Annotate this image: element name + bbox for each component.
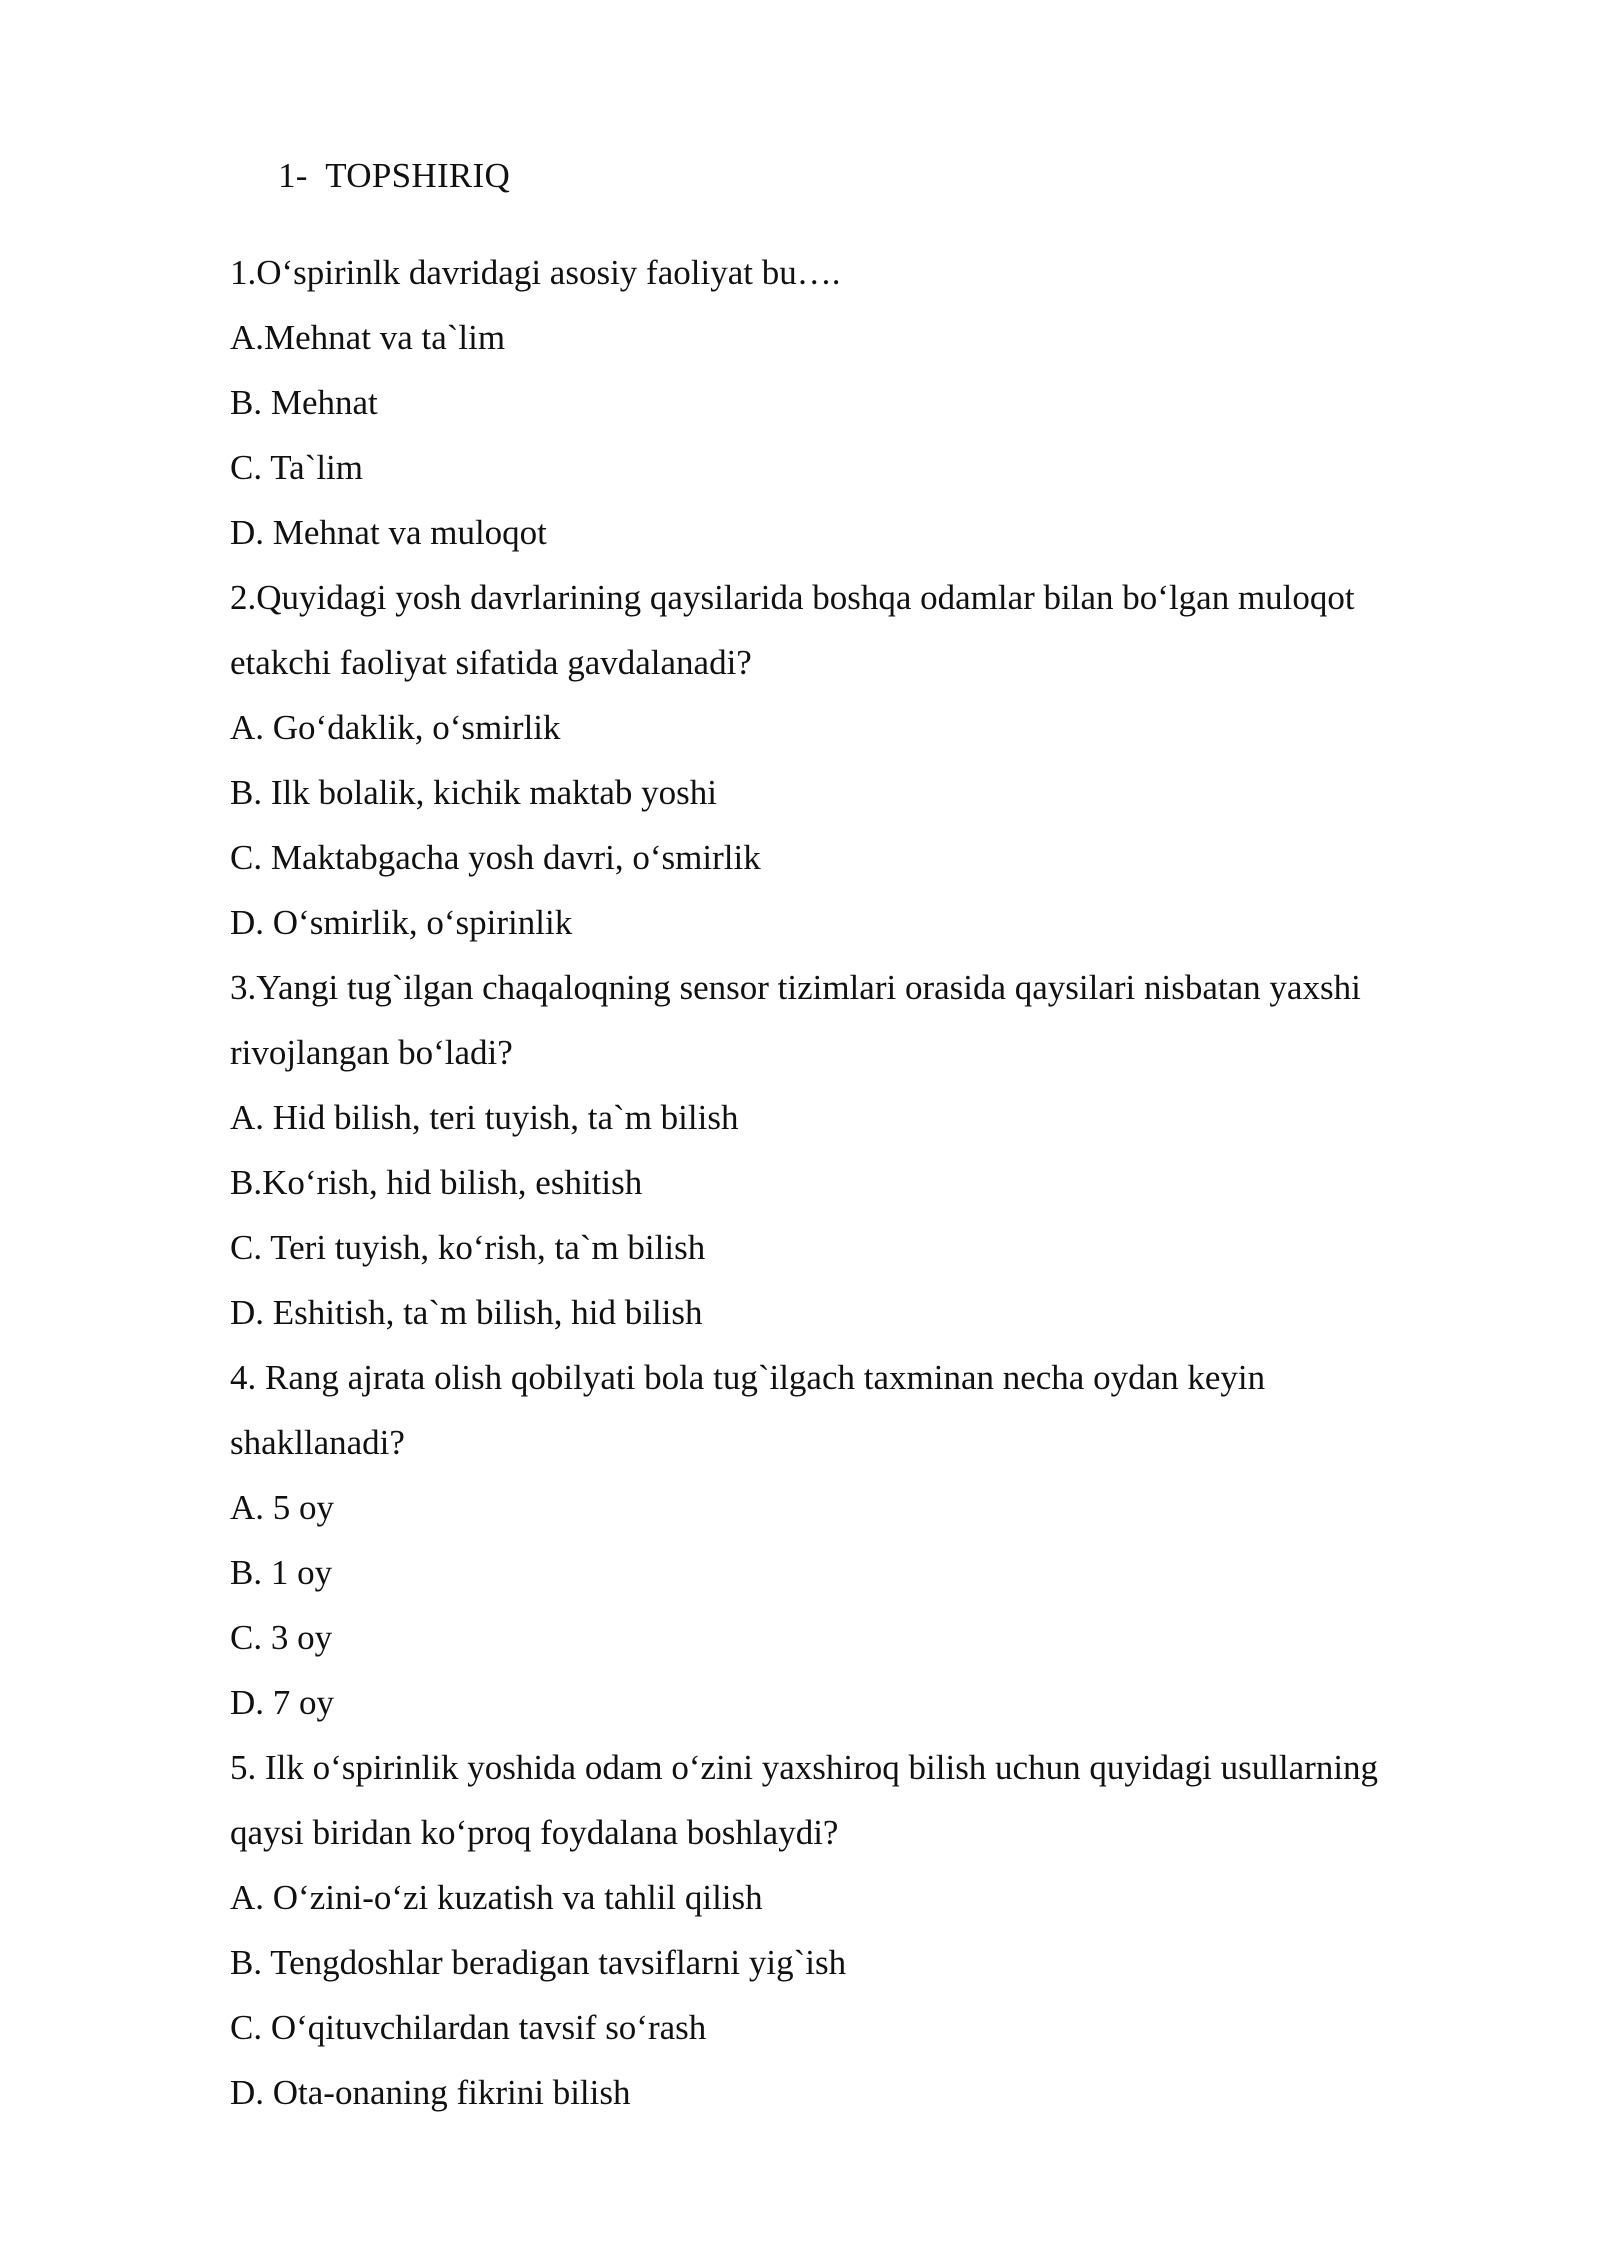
answer-option-c: C. 3 oy — [230, 1618, 333, 1657]
question-text: 2.Quyidagi yosh davrlarining qaysilarida boshqa odamlar bilan bo‘lgan muloqot — [230, 578, 1355, 617]
question-text-continued: etakchi faoliyat sifatida gavdalanadi? — [230, 643, 752, 682]
page-title: 1- TOPSHIRIQ — [278, 156, 511, 195]
question-text-continued: shakllanadi? — [230, 1423, 405, 1462]
question-2 — [230, 565, 1490, 955]
answer-option-b: B. Ilk bolalik, kichik maktab yoshi — [230, 773, 718, 812]
answer-option-b: B.Ko‘rish, hid bilish, eshitish — [230, 1163, 643, 1202]
answer-option-d: D. Eshitish, ta`m bilish, hid bilish — [230, 1293, 703, 1332]
answer-option-b: B. 1 oy — [230, 1553, 333, 1592]
answer-option-d: D. 7 oy — [230, 1683, 335, 1722]
answer-option-a: A. Hid bilish, teri tuyish, ta`m bilish — [230, 1098, 739, 1137]
question-text: 1.O‘spirinlk davridagi asosiy faoliyat bu…. — [230, 253, 841, 292]
answer-option-d: D. Ota-onaning fikrini bilish — [230, 2073, 631, 2112]
answer-option-d: D. Mehnat va muloqot — [230, 513, 547, 552]
answer-option-b: B. Mehnat — [230, 383, 378, 422]
answer-option-a: A. 5 oy — [230, 1488, 335, 1527]
question-text: 3.Yangi tug`ilgan chaqaloqning sensor tizimlari orasida qaysilari nisbatan yaxshi — [230, 968, 1361, 1007]
quiz-content — [230, 240, 1490, 2125]
answer-option-a: A. Go‘daklik, o‘smirlik — [230, 708, 561, 747]
question-text: 5. Ilk o‘spirinlik yoshida odam o‘zini yaxshiroq bilish uchun quyidagi usullarning — [230, 1748, 1379, 1787]
question-5 — [230, 1735, 1490, 2125]
answer-option-c: C. O‘qituvchilardan tavsif so‘rash — [230, 2008, 707, 2047]
answer-option-b: B. Tengdoshlar beradigan tavsiflarni yig`ish — [230, 1943, 847, 1982]
question-3 — [230, 955, 1490, 1345]
answer-option-a: A. O‘zini-o‘zi kuzatish va tahlil qilish — [230, 1878, 763, 1917]
answer-option-a: A.Mehnat va ta`lim — [230, 318, 506, 357]
question-text: 4. Rang ajrata olish qobilyati bola tug`ilgach taxminan necha oydan keyin — [230, 1358, 1266, 1397]
answer-option-c: C. Teri tuyish, ko‘rish, ta`m bilish — [230, 1228, 706, 1267]
answer-option-c: C. Ta`lim — [230, 448, 364, 487]
question-text-continued: rivojlangan bo‘ladi? — [230, 1033, 513, 1072]
question-1 — [230, 240, 1490, 565]
question-4 — [230, 1345, 1490, 1735]
question-text-continued: qaysi biridan ko‘proq foydalana boshlaydi? — [230, 1813, 839, 1852]
answer-option-c: C. Maktabgacha yosh davri, o‘smirlik — [230, 838, 761, 877]
answer-option-d: D. O‘smirlik, o‘spirinlik — [230, 903, 573, 942]
